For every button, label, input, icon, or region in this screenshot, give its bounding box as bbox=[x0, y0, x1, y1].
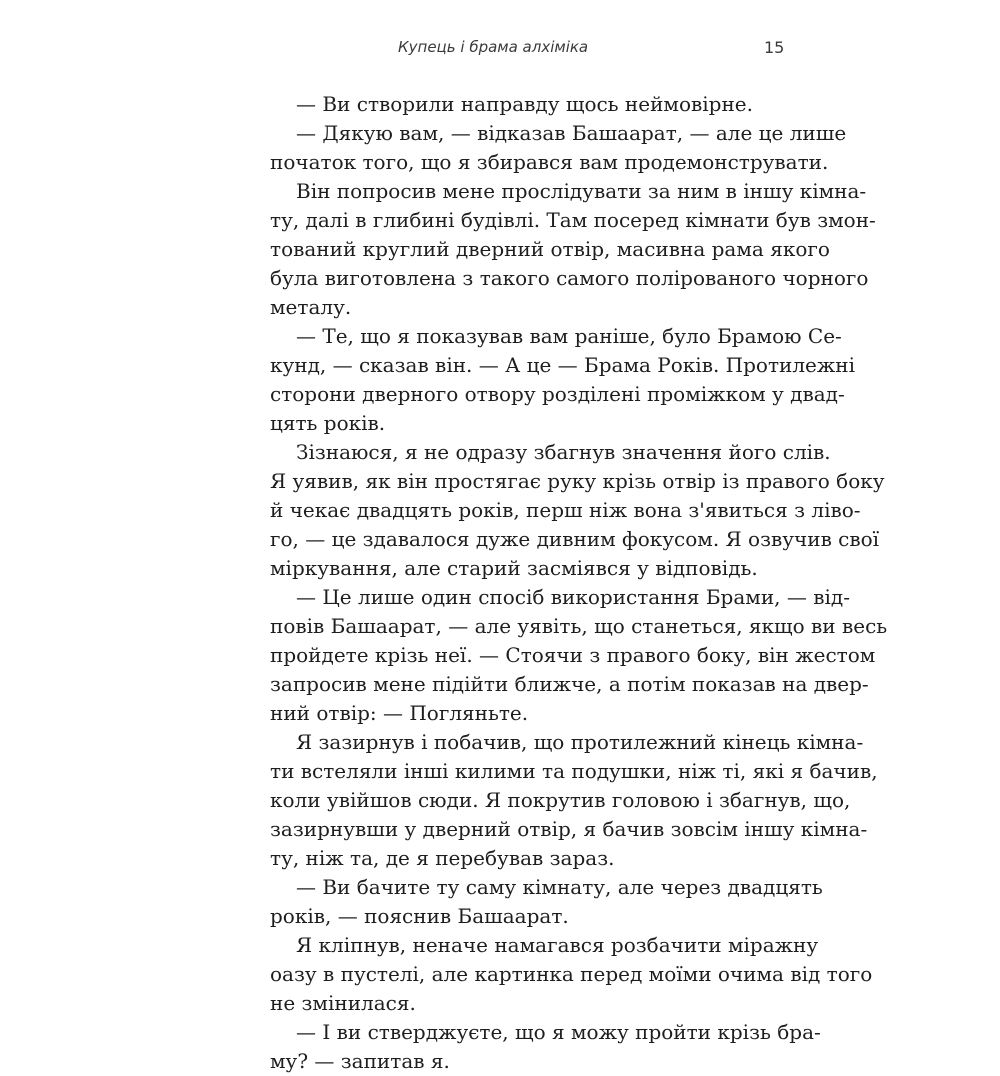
text-line: тований круглий дверний отвір, масивна рама якого bbox=[270, 237, 830, 261]
text-line: кунд, — сказав він. — А це — Брама Років. Протилежні bbox=[270, 353, 856, 377]
text-line: Я уявив, як він простягає руку крізь отвір із правого боку bbox=[270, 469, 885, 493]
text-line: Він попросив мене прослідувати за ним в іншу кімна- bbox=[296, 179, 867, 203]
text-line: повів Башаарат, — але уявіть, що станеться, якщо ви весь bbox=[270, 614, 888, 638]
text-line: — Дякую вам, — відказав Башаарат, — але це лише bbox=[296, 121, 847, 145]
text-line: — Те, що я показував вам раніше, було Брамою Се- bbox=[296, 324, 842, 348]
text-line: зазирнувши у дверний отвір, я бачив зовсім іншу кімна- bbox=[270, 817, 868, 841]
text-line: коли увійшов сюди. Я покрутив головою і збагнув, що, bbox=[270, 788, 851, 812]
text-line: ний отвір: — Погляньте. bbox=[270, 701, 529, 725]
text-line: го, — це здавалося дуже дивним фокусом. Я озвучив свої bbox=[270, 527, 880, 551]
body-text bbox=[270, 90, 888, 1076]
text-line: сторони дверного отвору розділені проміжком у двад- bbox=[270, 382, 845, 406]
text-line: — Ви бачите ту саму кімнату, але через двадцять bbox=[296, 875, 823, 899]
text-line: пройдете крізь неї. — Стоячи з правого боку, він жестом bbox=[270, 643, 876, 667]
text-line: була виготовлена з такого самого полірованого чорного bbox=[270, 266, 869, 290]
text-line: років, — пояснив Башаарат. bbox=[270, 904, 569, 928]
text-line: — І ви стверджуєте, що я можу пройти крізь бра- bbox=[296, 1020, 821, 1044]
text-line: — Це лише один спосіб використання Брами, — від- bbox=[296, 585, 850, 609]
text-line: початок того, що я збирався вам продемонструвати. bbox=[270, 150, 829, 174]
text-line: й чекає двадцять років, перш ніж вона з'явиться з ліво- bbox=[270, 498, 861, 522]
text-line: му? — запитав я. bbox=[270, 1049, 450, 1073]
text-line: міркування, але старий засміявся у відповідь. bbox=[270, 556, 758, 580]
text-line: металу. bbox=[270, 295, 352, 319]
text-line: Зізнаюся, я не одразу збагнув значення його слів. bbox=[296, 440, 831, 464]
text-line: ти встеляли інші килими та подушки, ніж ті, які я бачив, bbox=[270, 759, 878, 783]
text-line: Я зазирнув і побачив, що протилежний кінець кімна- bbox=[296, 730, 864, 754]
text-line: ту, далі в глибині будівлі. Там посеред кімнати був змон- bbox=[270, 208, 876, 232]
text-line: ту, ніж та, де я перебував зараз. bbox=[270, 846, 615, 870]
text-line: оазу в пустелі, але картинка перед моїми очима від того bbox=[270, 962, 873, 986]
text-line: Я кліпнув, неначе намагався розбачити міражну bbox=[296, 933, 819, 957]
text-line: запросив мене підійти ближче, а потім показав на двер- bbox=[270, 672, 869, 696]
text-line: — Ви створили направду щось неймовірне. bbox=[296, 92, 754, 116]
running-title: Купець і брама алхіміка bbox=[398, 38, 589, 56]
text-line: не змінилася. bbox=[270, 991, 416, 1015]
page-number: 15 bbox=[764, 38, 785, 57]
text-line: цять років. bbox=[270, 411, 386, 435]
